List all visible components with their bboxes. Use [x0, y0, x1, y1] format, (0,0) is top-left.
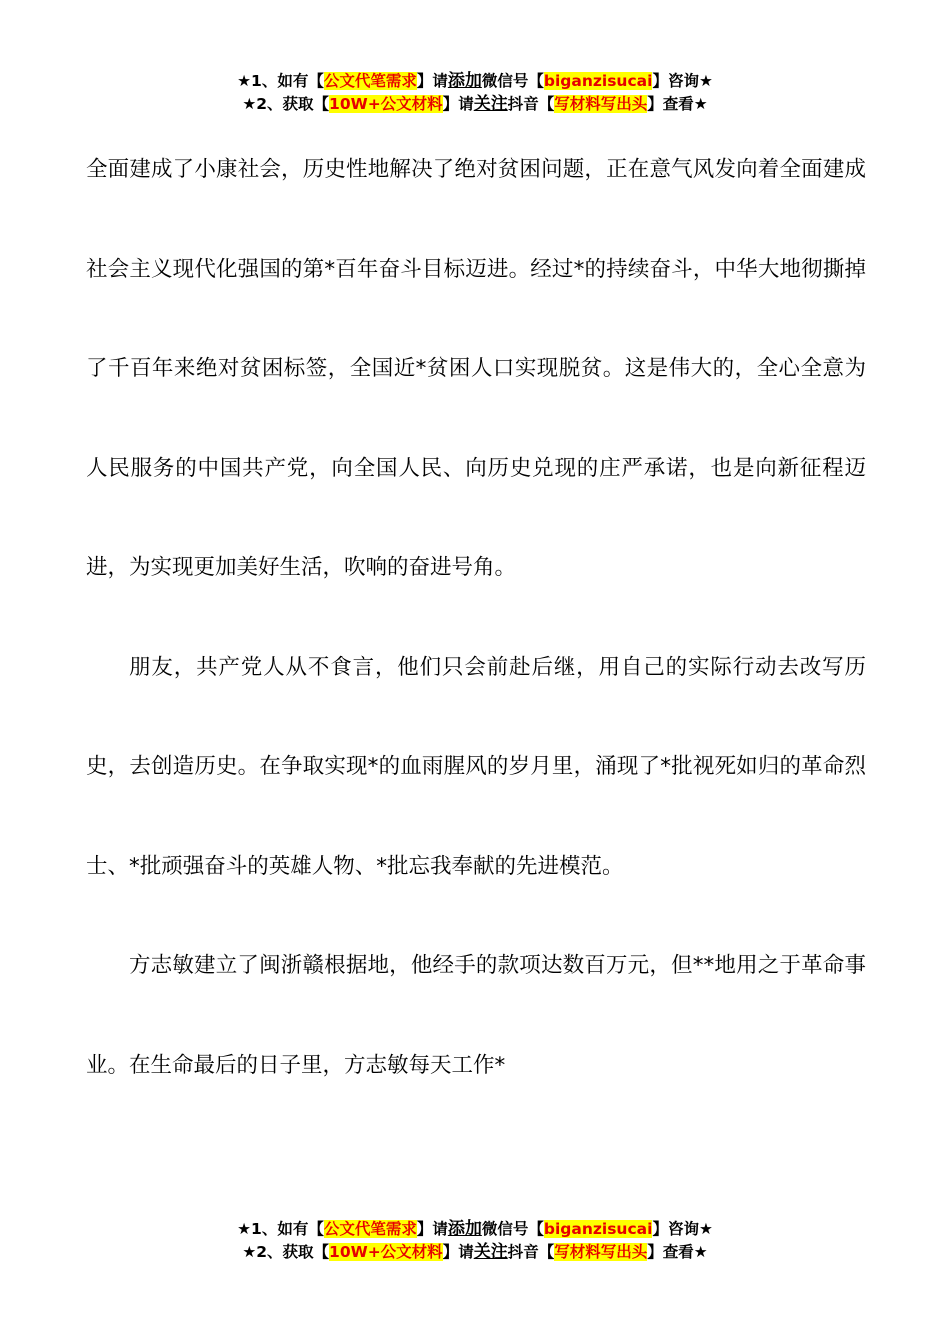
- banner-emphasis-follow: 关注: [473, 94, 508, 114]
- footer-banner-line-2: [0, 1241, 950, 1264]
- banner-prefix: ★1、如有【: [237, 72, 324, 90]
- document-body: [86, 120, 866, 1115]
- banner-text: 抖音【: [507, 95, 555, 113]
- paragraph-3: 方志敏建立了闽浙赣根据地，他经手的款项达数百万元，但**地用之于革命事业。在生命最后的日子里，方志敏每天工作*: [86, 953, 866, 1078]
- banner-prefix: ★2、获取【: [242, 95, 330, 113]
- banner-text: 】请: [416, 72, 448, 90]
- banner-highlight-service: 公文代笔需求: [323, 72, 417, 90]
- banner-suffix: 】查看★: [647, 1243, 708, 1261]
- banner-suffix: 】咨询★: [652, 72, 713, 90]
- banner-text: 】请: [442, 95, 474, 113]
- footer-banner-line-1: [0, 1218, 950, 1241]
- banner-text: 抖音【: [507, 1243, 555, 1261]
- banner-highlight-service: 公文代笔需求: [323, 1220, 417, 1238]
- banner-emphasis-add: 添加: [447, 71, 482, 91]
- banner-text: 】请: [416, 1220, 448, 1238]
- banner-highlight-materials: 10W+公文材料: [329, 95, 443, 113]
- banner-suffix: 】查看★: [647, 95, 708, 113]
- header-banner-line-1: [0, 70, 950, 93]
- banner-suffix: 】咨询★: [652, 1220, 713, 1238]
- banner-text: 微信号【: [481, 1220, 544, 1238]
- banner-highlight-douyin-account: 写材料写出头: [554, 1243, 648, 1261]
- banner-prefix: ★2、获取【: [242, 1243, 330, 1261]
- banner-highlight-wechat-id: biganzisucai: [543, 72, 653, 90]
- banner-emphasis-add: 添加: [447, 1219, 482, 1239]
- header-banner-line-2: [0, 93, 950, 116]
- footer-banner: [0, 1218, 950, 1264]
- paragraph-1: 全面建成了小康社会，历史性地解决了绝对贫困问题，正在意气风发向着全面建成社会主义现代化强国的第*百年奋斗目标迈进。经过*的持续奋斗，中华大地彻撕掉了千百年来绝对贫困标签，全国近*贫困人口实现脱贫。这是伟大的，全心全意为人民服务的中国共产党，向全国人民、向历史兑现的庄严承诺，也是向新征程迈进，为实现更加美好生活，吹响的奋进号角。: [86, 157, 866, 580]
- banner-highlight-douyin-account: 写材料写出头: [554, 95, 648, 113]
- banner-prefix: ★1、如有【: [237, 1220, 324, 1238]
- banner-highlight-materials: 10W+公文材料: [329, 1243, 443, 1261]
- banner-highlight-wechat-id: biganzisucai: [543, 1220, 653, 1238]
- banner-emphasis-follow: 关注: [473, 1242, 508, 1262]
- banner-text: 微信号【: [481, 72, 544, 90]
- paragraph-2: 朋友，共产党人从不食言，他们只会前赴后继，用自己的实际行动去改写历史，去创造历史。在争取实现*的血雨腥风的岁月里，涌现了*批视死如归的革命烈士、*批顽强奋斗的英雄人物、*批忘我奉献的先进模范。: [86, 654, 866, 879]
- banner-text: 】请: [442, 1243, 474, 1261]
- header-banner: [0, 70, 950, 116]
